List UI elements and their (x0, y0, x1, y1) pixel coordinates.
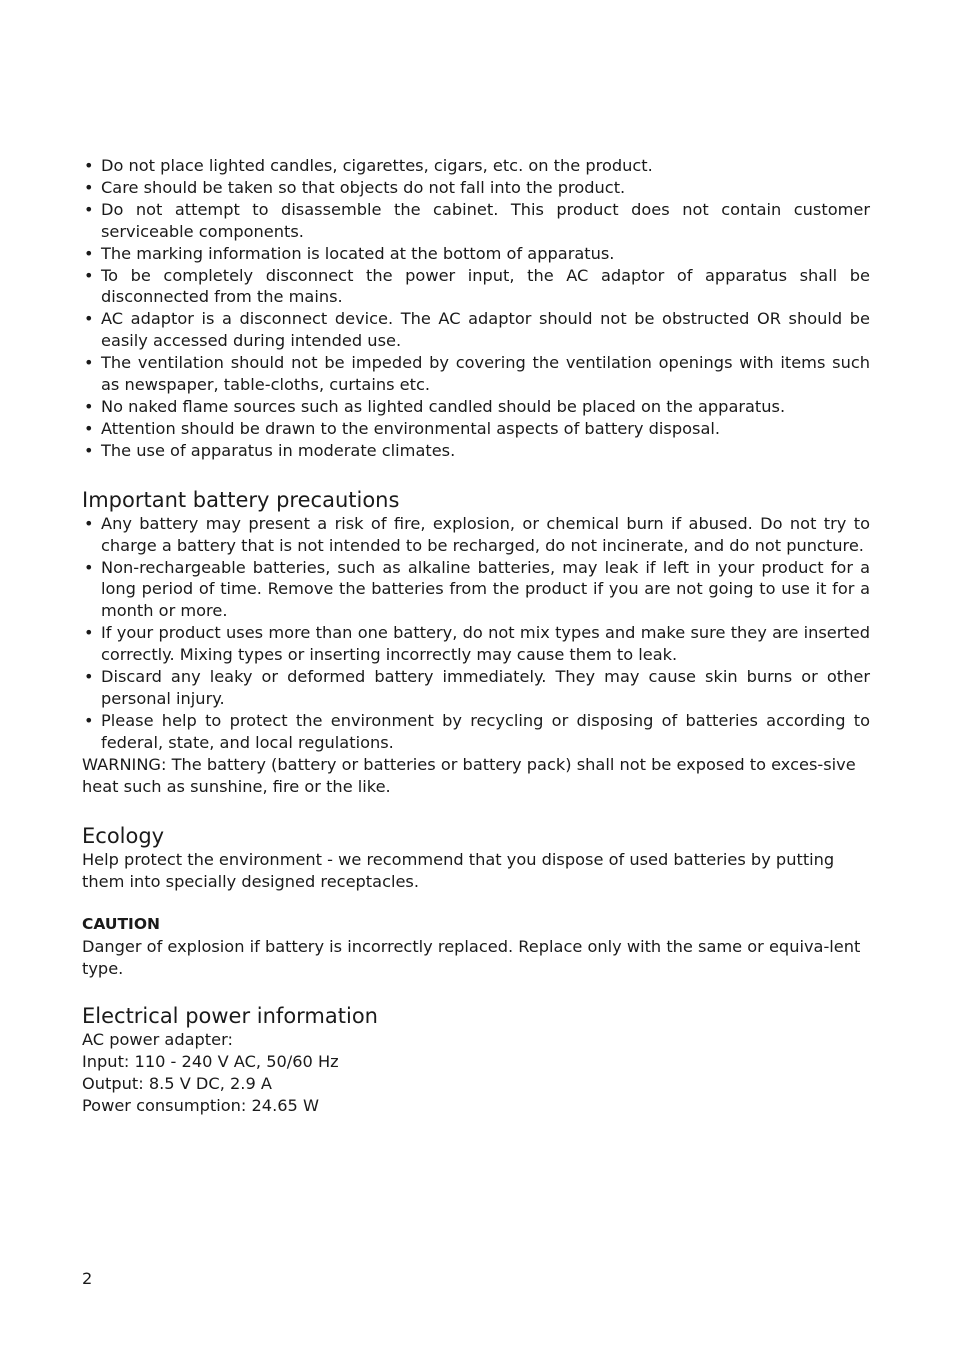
battery-section (82, 487, 870, 798)
list-item (82, 243, 870, 265)
battery-warning: WARNING: The battery (battery or batteries or battery pack) shall not be exposed to exces-sive heat such as sunshine, fire or the like. (82, 754, 856, 796)
list-item-text: Non-rechargeable batteries, such as alkaline batteries, may leak if left in your product for a long period of time. Remove the batteries from the product if you are not going to use it for a month or more. (101, 557, 870, 621)
bullet: • (84, 513, 94, 533)
safety-list (82, 155, 870, 462)
caution-section (82, 914, 870, 980)
list-item-text: If your product uses more than one battery, do not mix types and make sure they are inserted correctly. Mixing types or inserting incorrectly may cause them to leak. (101, 623, 870, 665)
list-item (82, 557, 870, 623)
list-item (82, 308, 870, 352)
ecology-text: Help protect the environment - we recommend that you dispose of used batteries by putting them into specially designed receptacles. (82, 850, 835, 892)
bullet: • (84, 309, 94, 329)
list-item-text: The use of apparatus in moderate climates. (101, 440, 456, 460)
list-item-text: Do not place lighted candles, cigarettes, cigars, etc. on the product. (101, 156, 653, 175)
list-item (82, 352, 870, 396)
ecology-section (82, 823, 870, 893)
list-item (82, 177, 870, 199)
ecology-heading: Ecology (82, 824, 165, 849)
list-item (82, 710, 870, 754)
list-item-text: To be completely disconnect the power input, the AC adaptor of apparatus shall be disconnected from the mains. (101, 265, 870, 307)
list-item (82, 418, 870, 440)
list-item (82, 440, 870, 462)
list-item (82, 265, 870, 309)
bullet: • (84, 623, 94, 643)
list-item (82, 396, 870, 418)
list-item (82, 513, 870, 557)
list-item (82, 666, 870, 710)
list-item-text: Do not attempt to disassemble the cabinet. This product does not contain customer serviceable components. (101, 199, 870, 241)
bullet: • (84, 667, 94, 687)
list-item-text: No naked flame sources such as lighted candled should be placed on the apparatus. (101, 396, 786, 416)
battery-list (82, 513, 870, 754)
power-section (82, 1003, 870, 1117)
page-number: 2 (82, 1269, 93, 1288)
list-item-text: AC adaptor is a disconnect device. The AC adaptor should not be obstructed OR should be easily accessed during intended use. (101, 309, 870, 351)
list-item-text: The marking information is located at the bottom of apparatus. (101, 243, 615, 263)
list-item-text: Any battery may present a risk of fire, explosion, or chemical burn if abused. Do not try to charge a battery that is not intended to be recharged, do not incinerate, and do not puncture. (101, 513, 870, 555)
power-line: Input: 110 - 240 V AC, 50/60 Hz (82, 1051, 339, 1071)
power-line: Output: 8.5 V DC, 2.9 A (82, 1073, 272, 1093)
list-item (82, 622, 870, 666)
page-content (82, 155, 870, 1117)
bullet: • (84, 557, 94, 577)
power-heading: Electrical power information (82, 1004, 378, 1028)
bullet: • (84, 396, 94, 416)
bullet: • (84, 156, 94, 175)
list-item-text: The ventilation should not be impeded by covering the ventilation openings with items such as newspaper, table-cloths, curtains etc. (101, 353, 870, 395)
caution-heading: CAUTION (82, 915, 160, 934)
battery-heading: Important battery precautions (82, 487, 400, 512)
list-item-text: Care should be taken so that objects do not fall into the product. (101, 177, 626, 197)
list-item (82, 155, 870, 177)
bullet: • (84, 265, 94, 285)
power-line: Power consumption: 24.65 W (82, 1095, 319, 1115)
caution-text: Danger of explosion if battery is incorrectly replaced. Replace only with the same or equiva-lent type. (82, 937, 861, 979)
bullet: • (84, 177, 94, 197)
bullet: • (84, 710, 94, 730)
list-item (82, 199, 870, 243)
list-item-text: Attention should be drawn to the environmental aspects of battery disposal. (101, 418, 721, 438)
bullet: • (84, 243, 94, 263)
list-item-text: Discard any leaky or deformed battery immediately. They may cause skin burns or other personal injury. (101, 667, 870, 708)
bullet: • (84, 440, 94, 460)
list-item-text: Please help to protect the environment by recycling or disposing of batteries according to federal, state, and local regulations. (101, 710, 870, 752)
bullet: • (84, 418, 94, 438)
bullet: • (84, 353, 94, 373)
bullet: • (84, 199, 94, 219)
power-line: AC power adapter: (82, 1030, 233, 1049)
